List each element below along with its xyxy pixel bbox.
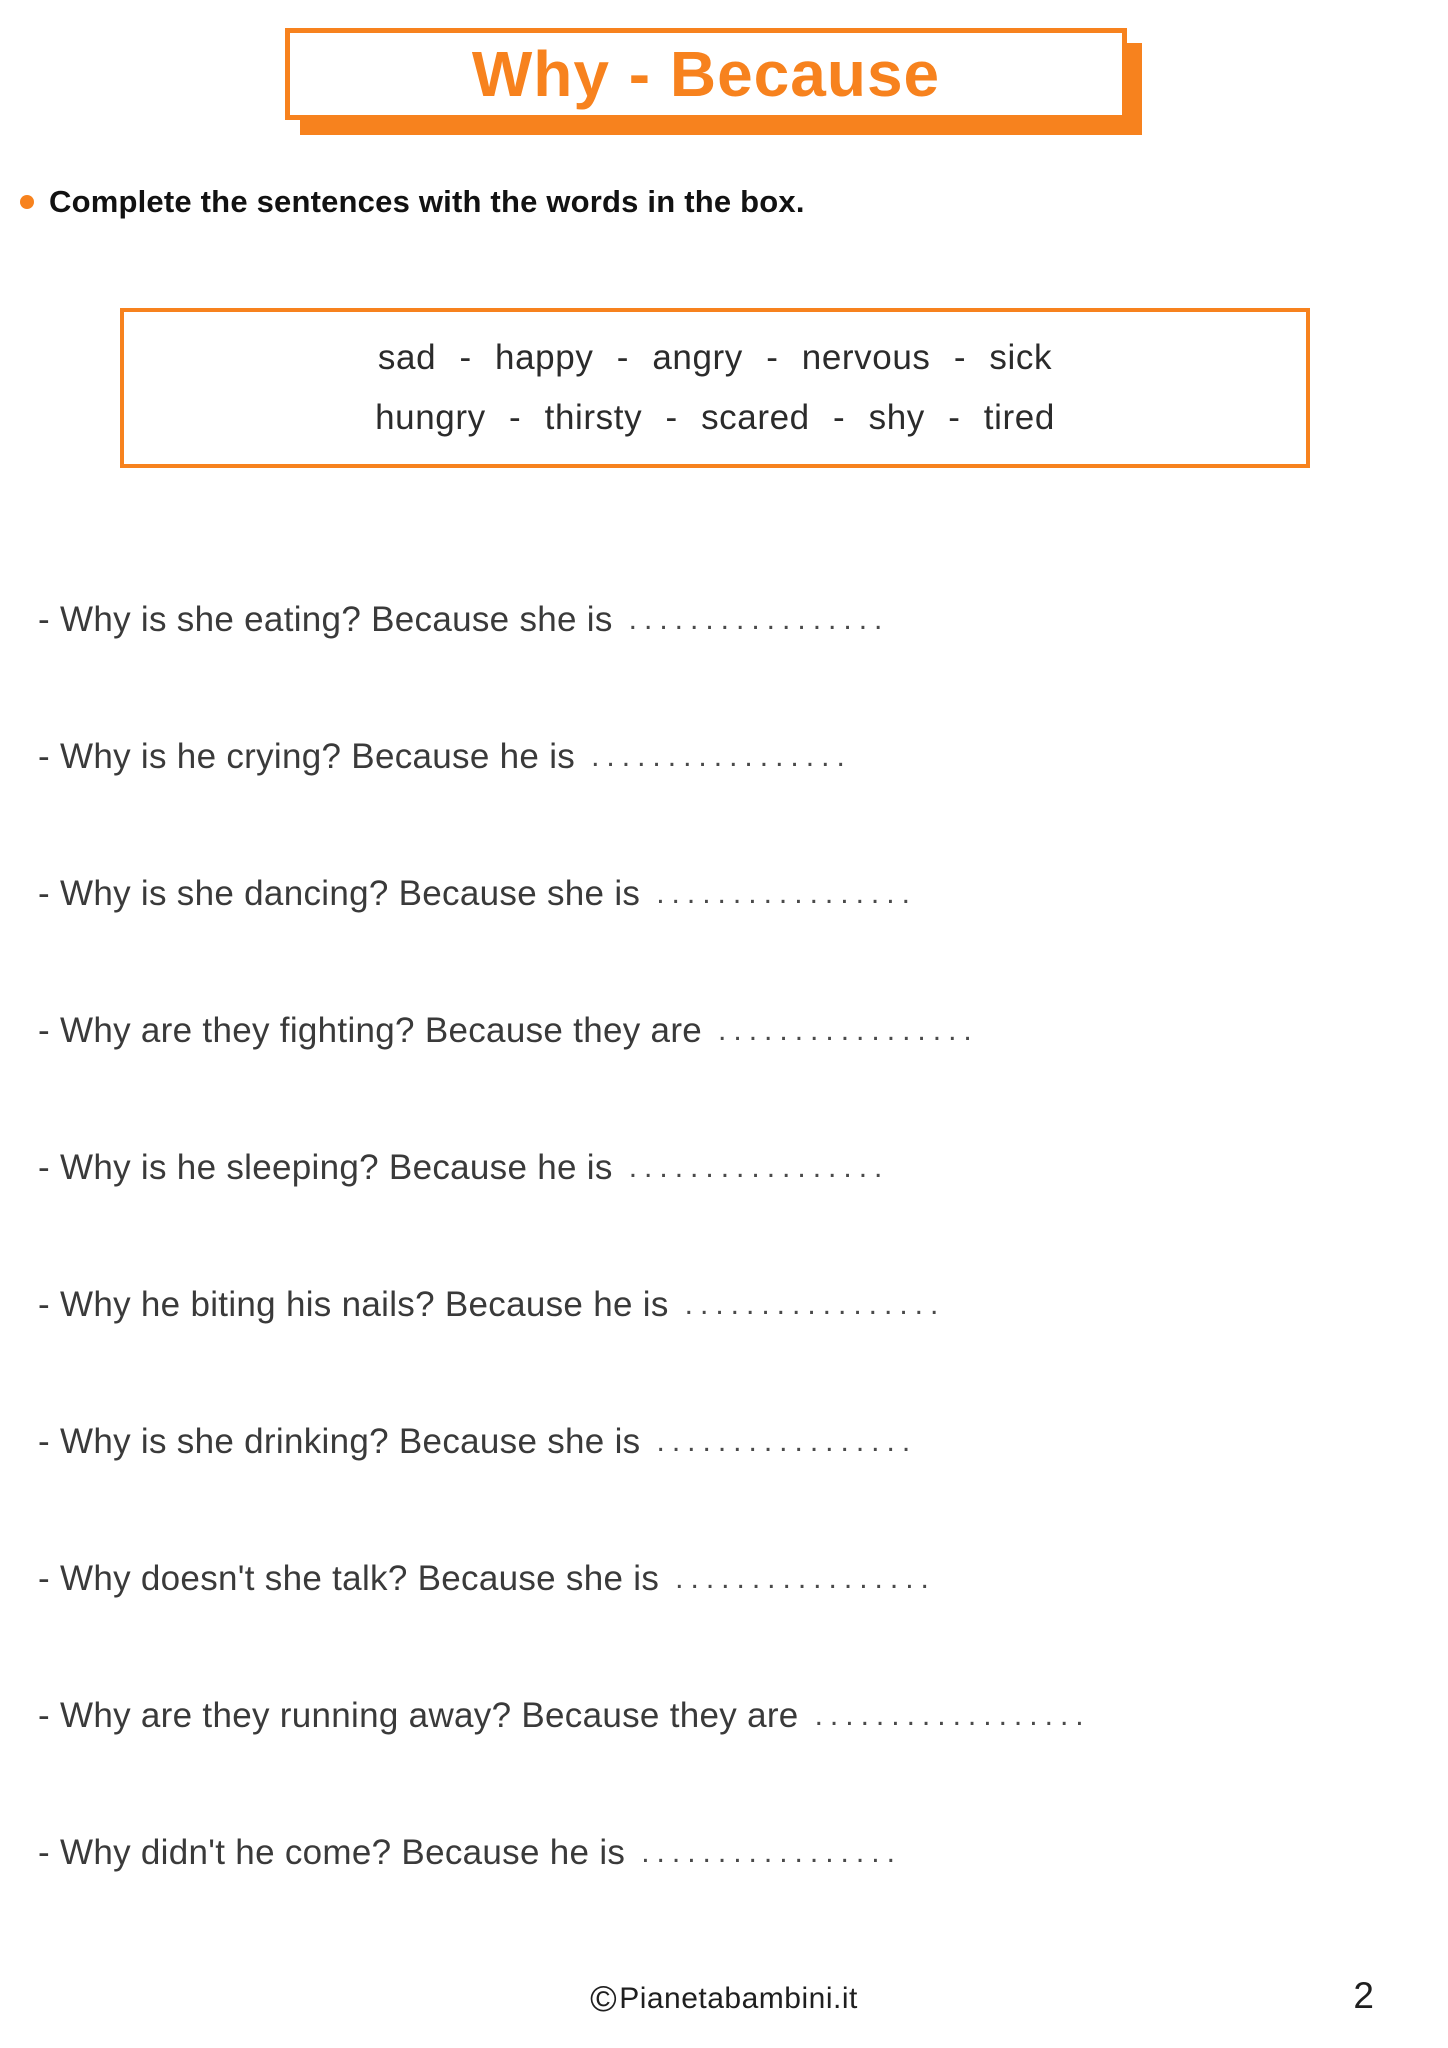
sentence-prompt: - Why is he sleeping? Because he is: [38, 1147, 613, 1187]
answer-blank: .................: [718, 1013, 979, 1047]
word-box: [120, 308, 1310, 468]
answer-blank: .................: [675, 1561, 936, 1595]
sentence-prompt: - Why doesn't she talk? Because she is: [38, 1558, 660, 1598]
sentence-prompt: - Why he biting his nails? Because he is: [38, 1284, 669, 1324]
footer-credit: [0, 1978, 1448, 2020]
word-box-line-1: sad - happy - angry - nervous - sick: [377, 338, 1053, 377]
page-number: 2: [1353, 1975, 1374, 2016]
sentence-row: [38, 1510, 1428, 1647]
sentence-row: [38, 825, 1428, 962]
sentence-row: [38, 1373, 1428, 1510]
answer-blank: .................: [591, 739, 852, 773]
copyright-icon: ©: [590, 1978, 618, 2019]
sentence-row: [38, 551, 1428, 688]
title-box: [285, 28, 1127, 120]
sentence-prompt: - Why didn't he come? Because he is: [38, 1832, 626, 1872]
sentence-row: [38, 1647, 1428, 1784]
instruction-text: Complete the sentences with the words in the box.: [49, 184, 805, 219]
sentence-row: [38, 1784, 1428, 1921]
sentence-row: [38, 1099, 1428, 1236]
sentence-prompt: - Why are they fighting? Because they are: [38, 1010, 703, 1050]
page-title: Why - Because: [471, 38, 941, 110]
sentence-list: [38, 551, 1428, 1921]
word-box-line-2: hungry - thirsty - scared - shy - tired: [375, 398, 1055, 437]
answer-blank: .................: [656, 876, 917, 910]
sentence-prompt: - Why is she drinking? Because she is: [38, 1421, 641, 1461]
answer-blank: .................: [628, 1150, 890, 1184]
answer-blank: .................: [628, 602, 890, 636]
answer-blank: .................: [656, 1424, 918, 1458]
answer-blank: .................: [641, 1835, 902, 1869]
sentence-row: [38, 1236, 1428, 1373]
sentence-row: [38, 688, 1428, 825]
instruction-line: [20, 184, 805, 220]
sentence-prompt: - Why are they running away? Because they are: [38, 1695, 799, 1735]
credit-text: Pianetabambini.it: [619, 1982, 858, 2015]
sentence-row: [38, 962, 1428, 1099]
answer-blank: .................: [684, 1287, 946, 1321]
sentence-prompt: - Why is she dancing? Because she is: [38, 873, 641, 913]
sentence-prompt: - Why is he crying? Because he is: [38, 736, 576, 776]
answer-blank: ..................: [814, 1698, 1091, 1732]
sentence-prompt: - Why is she eating? Because she is: [38, 599, 613, 639]
bullet-icon: [20, 195, 34, 209]
